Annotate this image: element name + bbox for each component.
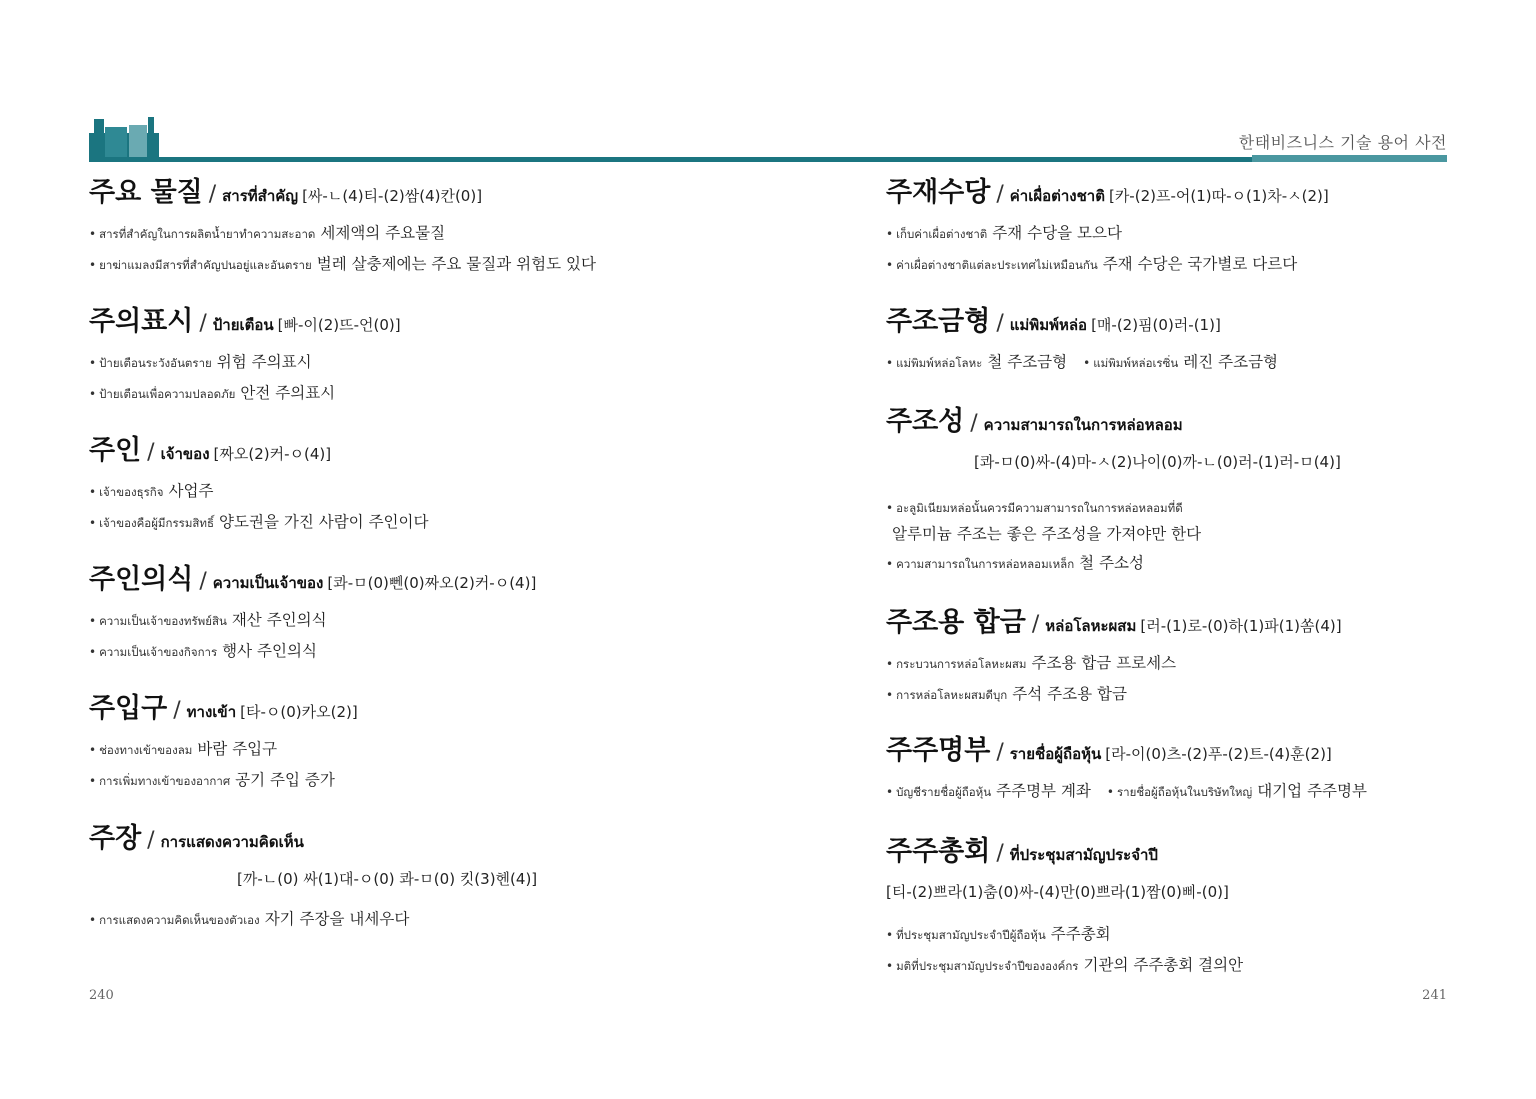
pronunciation: [콰-ㅁ(0)뻰(0)짜오(2)커-ㅇ(4)]	[327, 574, 537, 592]
example: • ความสามารถในการหล่อหลอมเหล็ก 철 주소성	[886, 554, 1144, 572]
example-row: • แม่พิมพ์หล่อโลหะ 철 주조금형 • แม่พิมพ์หล่อเรซิ่น 레진 주조금형	[886, 353, 1279, 371]
dictionary-entry: 주요 물질 / สารที่สำคัญ [싸-ㄴ(4)티-(2)쌈(4)칸(0)] • สารที่สำคัญในการผลิตน้ำยาทำความสะอาด 세제액의 주요물질 • ยาฆ่าแมลงมีสารที่สำคัญปนอยู่และอันตราย 벌레 살충제에는 주요 물질과 위험도 있다	[89, 176, 729, 279]
headword: 주재수당	[886, 177, 991, 208]
headword: 주주총회	[886, 836, 991, 867]
headword: 주인의식	[89, 564, 194, 595]
pronunciation: [티-(2)쁘라(1)춤(0)싸-(4)만(0)쁘라(1)짬(0)삐-(0)]	[886, 883, 1229, 901]
example: • ความเป็นเจ้าของกิจการ 행사 주인의식	[89, 642, 317, 660]
dictionary-entry: 주조용 합금 / หล่อโลหะผสม [러-(1)로-(0)하(1)파(1)쏨(4)] • กระบวนการหล่อโลหะผสม 주조용 합금 프로세스 • การหล่อโลหะผสมดีบุก 주석 주조용 합금	[886, 606, 1526, 709]
headword: 주인	[89, 435, 142, 466]
thai-term: รายชื่อผู้ถือหุ้น	[1009, 745, 1102, 763]
thai-term: หล่อโลหะผสม	[1045, 617, 1137, 635]
page-number: 240	[89, 988, 114, 1003]
example: • การเพิ่มทางเข้าของอากาศ 공기 주입 증가	[89, 771, 335, 789]
pronunciation: [까-ㄴ(0) 싸(1)대-ㅇ(0) 콰-ㅁ(0) 킷(3)헨(4)]	[237, 870, 538, 888]
thai-term: ความเป็นเจ้าของ	[212, 574, 324, 592]
headword: 주주명부	[886, 735, 991, 766]
thai-term: แม่พิมพ์หล่อ	[1009, 316, 1088, 334]
thai-term: การแสดงความคิดเห็น	[160, 833, 304, 851]
thai-term: ที่ประชุมสามัญประจำปี	[1009, 846, 1158, 864]
example: • มติที่ประชุมสามัญประจำปีขององค์กร 기관의 주주총회 결의안	[886, 956, 1244, 974]
example-korean: 알루미늄 주조는 좋은 주조성을 가져야만 한다	[892, 525, 1202, 543]
dictionary-entry: 주장 / การแสดงความคิดเห็น [까-ㄴ(0) 싸(1)대-ㅇ(0) 콰-ㅁ(0) 킷(3)헨(4)] • การแสดงความคิดเห็นของตัวเอง 자기 주장을 내세우다	[89, 822, 729, 934]
headword: 주조용 합금	[886, 607, 1026, 638]
headword: 주장	[89, 823, 142, 854]
thai-term: ป้ายเตือน	[212, 316, 274, 334]
pronunciation: [타-ㅇ(0)카오(2)]	[240, 703, 358, 721]
headword: 주의표시	[89, 306, 194, 337]
pronunciation: [라-이(0)츠-(2)푸-(2)트-(4)훈(2)]	[1105, 745, 1332, 763]
example: • เจ้าของคือผู้มีกรรมสิทธิ์ 양도권을 가진 사람이 주인이다	[89, 513, 429, 531]
example: • ยาฆ่าแมลงมีสารที่สำคัญปนอยู่และอันตราย 벌레 살충제에는 주요 물질과 위험도 있다	[89, 255, 596, 273]
example: • สารที่สำคัญในการผลิตน้ำยาทำความสะอาด 세제액의 주요물질	[89, 224, 446, 242]
pronunciation: [빠-이(2)뜨-언(0)]	[277, 316, 401, 334]
thai-term: สารที่สำคัญ	[222, 187, 299, 205]
pronunciation: [싸-ㄴ(4)티-(2)쌈(4)칸(0)]	[302, 187, 483, 205]
example: • เก็บค่าเผื่อต่างชาติ 주재 수당을 모으다	[886, 224, 1122, 242]
thai-term: ค่าเผื่อต่างชาติ	[1009, 187, 1105, 205]
pronunciation: [카-(2)프-어(1)따-ㅇ(1)차-ㅅ(2)]	[1108, 187, 1329, 205]
pronunciation: [매-(2)핌(0)러-(1)]	[1091, 316, 1221, 334]
right-page	[768, 0, 1536, 1099]
dictionary-entry: 주입구 / ทางเข้า [타-ㅇ(0)카오(2)] • ช่องทางเข้าของลม 바람 주입구 • การเพิ่มทางเข้าของอากาศ 공기 주입 증가	[89, 692, 729, 795]
pronunciation: [러-(1)로-(0)하(1)파(1)쏨(4)]	[1140, 617, 1342, 635]
thai-term: ความสามารถในการหล่อหลอม	[983, 416, 1183, 434]
example: • ป้ายเตือนเพื่อความปลอดภัย 안전 주의표시	[89, 384, 336, 402]
example: • อะลูมิเนียมหล่อนั้นควรมีความสามารถในการหล่อหลอมที่ดี	[886, 501, 1183, 515]
headword: 주조금형	[886, 306, 991, 337]
pronunciation: [짜오(2)커-ㅇ(4)]	[213, 445, 332, 463]
headword: 주조성	[886, 406, 965, 437]
page-number: 241	[1422, 988, 1447, 1003]
example: • ป้ายเตือนระวังอันตราย 위험 주의표시	[89, 353, 312, 371]
thai-term: เจ้าของ	[160, 445, 210, 463]
example: • ช่องทางเข้าของลม 바람 주입구	[89, 740, 278, 758]
example-row: • บัญชีรายชื่อผู้ถือหุ้น 주주명부 계좌 • รายชื่อผู้ถือหุ้นในบริษัทใหญ่ 대기업 주주명부	[886, 782, 1367, 800]
dictionary-entry: 주재수당 / ค่าเผื่อต่างชาติ [카-(2)프-어(1)따-ㅇ(1)차-ㅅ(2)] • เก็บค่าเผื่อต่างชาติ 주재 수당을 모으다 • ค่าเผื่อต่างชาติแต่ละประเทศไม่เหมือนกัน 주재 수당은 국가별로 다르다	[886, 176, 1526, 279]
dictionary-entry: 주조성 / ความสามารถในการหล่อหลอม [콰-ㅁ(0)싸-(4)마-ㅅ(2)나이(0)까-ㄴ(0)러-(1)러-ㅁ(4)] • อะลูมิเนียมหล่อนั้นควรมีความสามารถในการหล่อหลอมที่ดี 알루미늄 주조는 좋은 주조성을 가져야만 한다 • ความสามารถในการหล่อหลอมเหล็ก 철 주소성	[886, 405, 1526, 578]
book-title: 한태비즈니스 기술 용어 사전	[1238, 133, 1447, 152]
dictionary-entry: 주의표시 / ป้ายเตือน [빠-이(2)뜨-언(0)] • ป้ายเตือนระวังอันตราย 위험 주의표시 • ป้ายเตือนเพื่อความปลอดภัย 안전 주의표시	[89, 305, 729, 408]
dictionary-entry: 주인 / เจ้าของ [짜오(2)커-ㅇ(4)] • เจ้าของธุรกิจ 사업주 • เจ้าของคือผู้มีกรรมสิทธิ์ 양도권을 가진 사람이 주인이다	[89, 434, 729, 537]
pronunciation: [콰-ㅁ(0)싸-(4)마-ㅅ(2)나이(0)까-ㄴ(0)러-(1)러-ㅁ(4)]	[974, 453, 1341, 471]
example: • ค่าเผื่อต่างชาติแต่ละประเทศไม่เหมือนกัน 주재 수당은 국가별로 다르다	[886, 255, 1298, 273]
dictionary-entry: 주인의식 / ความเป็นเจ้าของ [콰-ㅁ(0)뻰(0)짜오(2)커-ㅇ(4)] • ความเป็นเจ้าของทรัพย์สิน 재산 주인의식 • ความเป็นเจ้าของกิจการ 행사 주인의식	[89, 563, 729, 666]
example: • การหล่อโลหะผสมดีบุก 주석 주조용 합금	[886, 685, 1127, 703]
thai-term: ทางเข้า	[186, 703, 237, 721]
example: • ความเป็นเจ้าของทรัพย์สิน 재산 주인의식	[89, 611, 327, 629]
example: • ที่ประชุมสามัญประจำปีผู้ถือหุ้น 주주총회	[886, 925, 1111, 943]
headword: 주요 물질	[89, 177, 203, 208]
example: • เจ้าของธุรกิจ 사업주	[89, 482, 214, 500]
example: • กระบวนการหล่อโลหะผสม 주조용 합금 프로세스	[886, 654, 1177, 672]
dictionary-entry: 주주명부 / รายชื่อผู้ถือหุ้น [라-이(0)츠-(2)푸-(2)트-(4)훈(2)] • บัญชีรายชื่อผู้ถือหุ้น 주주명부 계좌 • รายชื่อผู้ถือหุ้นในบริษัทใหญ่ 대기업 주주명부	[886, 734, 1526, 806]
dictionary-entry: 주주총회 / ที่ประชุมสามัญประจำปี [티-(2)쁘라(1)춤(0)싸-(4)만(0)쁘라(1)짬(0)삐-(0)] • ที่ประชุมสามัญประจำปีผู้ถือหุ้น 주주총회 • มติที่ประชุมสามัญประจำปีขององค์กร 기관의 주주총회 결의안	[886, 835, 1526, 980]
example: • การแสดงความคิดเห็นของตัวเอง 자기 주장을 내세우다	[89, 910, 410, 928]
headword: 주입구	[89, 693, 168, 724]
dictionary-entry: 주조금형 / แม่พิมพ์หล่อ [매-(2)핌(0)러-(1)] • แม่พิมพ์หล่อโลหะ 철 주조금형 • แม่พิมพ์หล่อเรซิ่น 레진 주조금형	[886, 305, 1526, 377]
